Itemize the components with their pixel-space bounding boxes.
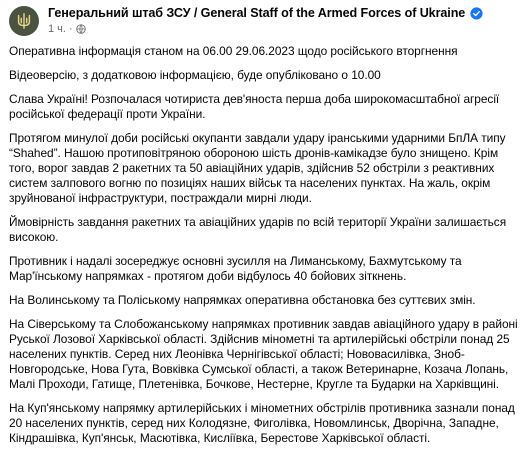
post-paragraph: Ймовірність завдання ракетних та авіаційних ударів по всій території України залишається високою. <box>9 215 507 244</box>
post-header-text <box>48 4 483 35</box>
trident-emblem-icon <box>15 12 33 30</box>
verified-badge-icon <box>470 7 483 20</box>
post-meta <box>48 23 483 35</box>
post-paragraph: Протягом минулої доби російські окупанти завдали удару іранськими ударними БпЛА типу “Shahed”. Нашою протиповітряною обороною шість дронів-камікадзе було знищено. Крім того, ворог завдав 2 ракетних та 50 авіаційних ударів, здійснив 52 обстріли з реактивних систем залпового вогню по позиціях наших військ та населених пунктах. На жаль, окрім зруйнованої інфраструктури, постраждали мирні люди. <box>9 131 506 205</box>
post-header <box>9 0 521 44</box>
post-timestamp-link[interactable]: 1 ч. <box>48 23 66 35</box>
post-paragraph: Слава Україні! Розпочалася чотириста дев'яноста перша доба широкомасштабної агресії російської федерації проти України. <box>9 92 500 121</box>
globe-icon[interactable] <box>76 24 86 34</box>
meta-separator: · <box>68 23 73 35</box>
post-paragraph: На Сіверському та Слобожанському напрямках противник завдав авіаційного удару в районі Руської Лозової Харківської області. Здійснив мінометні та артилерійські обстріли понад 25 населених пунктів. Серед них Леонівка Чернігівської області; Нововасилівка, Зноб-Новгородське, Нова Гута, Вовківка Сумської області, а також Ветеринарне, Козача Лопань, Малі Проходи, Гатище, Плетенівка, Бочкове, Нестерне, Кругле та Бударки на Харківщині. <box>9 317 518 391</box>
post-paragraph: Оперативна інформація станом на 06.00 29.06.2023 щодо російського вторгнення <box>9 44 458 58</box>
page-name-link[interactable]: Генеральний штаб ЗСУ / General Staff of the Armed Forces of Ukraine <box>48 6 466 20</box>
post-paragraph: Відеоверсію, з додатковою інформацією, буде опубліковано о 10.00 <box>9 68 381 82</box>
post-paragraph: На Волинському та Поліському напрямках оперативна обстановка без суттєвих змін. <box>9 293 476 307</box>
page-avatar[interactable] <box>9 6 39 36</box>
post-paragraph: Противник і надалі зосереджує основні зусилля на Лиманському, Бахмутському та Мар'їнському напрямках - протягом доби відбулось 40 бойових зіткнень. <box>9 254 462 283</box>
post-paragraph: На Куп'янському напрямку артилерійських і мінометних обстрілів противника зазнали понад 20 населених пунктів, серед них Колодязне, Фиголівка, Новомлинськ, Дворічна, Западне, Кіндрашівка, Куп'янськ, Масютівка, Кисліївка, Берестове Харківської області. <box>9 401 515 445</box>
page-title-row <box>48 6 483 20</box>
post-body <box>9 44 521 446</box>
